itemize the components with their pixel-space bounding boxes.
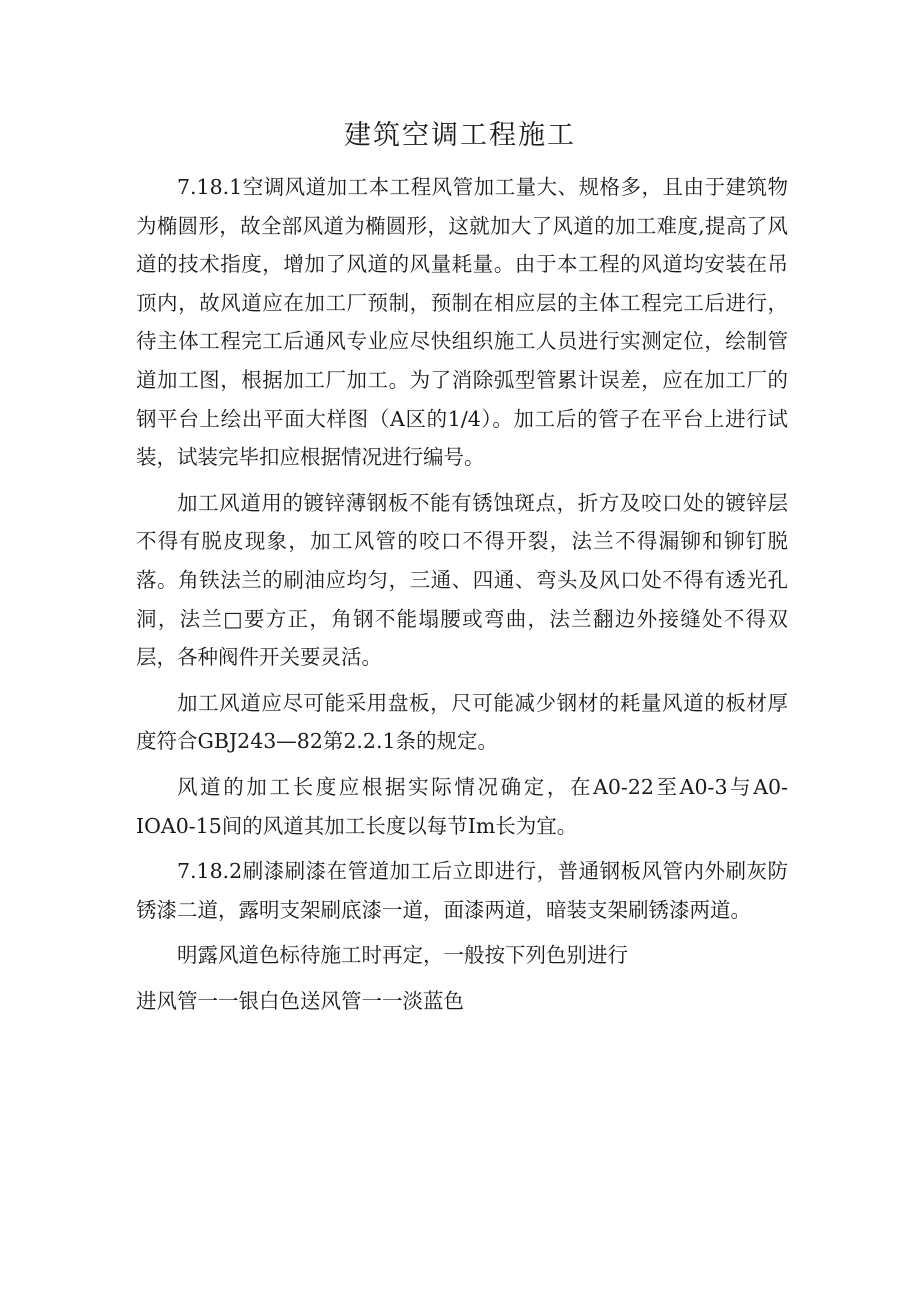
paragraph-7-18-1: 7.18.1空调风道加工本工程风管加工量大、规格多，且由于建筑物为椭圆形，故全部风道为椭圆形，这就加大了风道的加工难度,提高了风道的技术指度，增加了风道的风量耗量。由于本工程的风道均安装在吊顶内，故风道应在加工厂预制，预制在相应层的主体工程完工后进行，待主体工程完工后通风专业应尽快组织施工人员进行实测定位，绘制管道加工图，根据加工厂加工。为了消除弧型管累计误差，应在加工厂的钢平台上绘出平面大样图（A区的1/4）。加工后的管子在平台上进行试装，试装完毕扣应根据情况进行编号。	[136, 175, 788, 470]
document-body	[136, 168, 788, 1027]
paragraph-plate-thickness: 加工风道应尽可能采用盘板，尺可能减少钢材的耗量风道的板材厚度符合GBJ243—82第2.2.1条的规定。	[136, 690, 788, 754]
paragraph-galvanized-steel: 加工风道用的镀锌薄钢板不能有锈蚀斑点，折方及咬口处的镀锌层不得有脱皮现象，加工风管的咬口不得开裂，法兰不得漏铆和铆钉脱落。角铁法兰的刷油应均匀，三通、四通、弯头及风口处不得有透光孔洞，法兰□要方正，角钢不能塌腰或弯曲，法兰翻边外接缝处不得双层，各种阀件开关要灵活。	[136, 490, 788, 670]
paragraph-duct-length: 风道的加工长度应根据实际情况确定，在A0-22至A0-3与A0-IOA0-15间的风道其加工长度以每节Im长为宜。	[136, 774, 788, 838]
paragraph-7-18-2: 7.18.2刷漆刷漆在管道加工后立即进行，普通钢板风管内外刷灰防锈漆二道，露明支架刷底漆一道，面漆两道，暗装支架刷锈漆两道。	[136, 859, 788, 922]
document-title: 建筑空调工程施工	[344, 120, 576, 151]
paragraph-duct-colors: 进风管一一银白色送风管一一淡蓝色	[136, 988, 464, 1013]
paragraph-color-code: 明露风道色标待施工时再定，一般按下列色别进行	[177, 943, 628, 968]
